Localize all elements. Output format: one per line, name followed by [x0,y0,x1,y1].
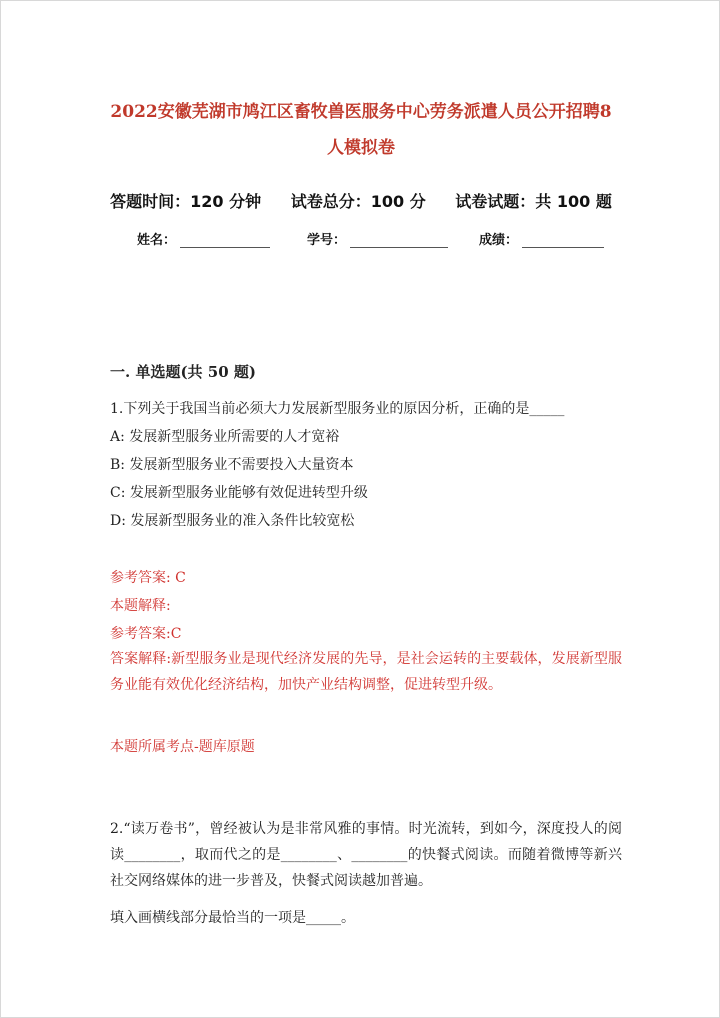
question-2-prompt: 填入画横线部分最恰当的一项是_____。 [110,910,355,926]
score-field[interactable] [479,229,604,248]
student-id-label: 学号： [307,233,347,248]
question-1-answer-repeat: 参考答案:C [110,626,182,642]
question-1-source: 本题所属考点-题库原题 [110,739,255,755]
score-blank[interactable] [522,233,604,248]
question-1-answer: 参考答案: C [110,570,186,586]
question-2-stem: 2.“读万卷书”，曾经被认为是非常风雅的事情。时光流转，到如今，深度投人的阅读________，取而代之的是________、________的快餐式阅读。而随着微博等新兴社交网络媒体的进一步普及，快餐式阅读越加普遍。 [110,821,622,889]
exam-title-line-2: 人模拟卷 [327,138,395,158]
question-1-stem: 1.下列关于我国当前必须大力发展新型服务业的原因分析，正确的是_____ [110,401,565,417]
exam-title-line-1: 2022安徽芜湖市鸠江区畜牧兽医服务中心劳务派遣人员公开招聘8 [110,102,612,122]
name-label: 姓名： [137,233,177,248]
question-1-analysis: 答案解释:新型服务业是现代经济发展的先导，是社会运转的主要载体，发展新型服务业能有效优化经济结构，加快产业结构调整，促进转型升级。 [110,651,622,693]
exam-total-score: 试卷总分：100 分 [290,192,426,211]
question-1-option-b: B: 发展新型服务业不需要投入大量资本 [110,457,354,473]
name-blank[interactable] [180,233,270,248]
student-id-field[interactable] [307,229,448,248]
name-field[interactable] [137,229,270,248]
question-1-option-a: A: 发展新型服务业所需要的人才宽裕 [110,429,340,445]
question-1-option-d: D: 发展新型服务业的准入条件比较宽松 [110,513,355,529]
exam-meta [1,189,720,212]
question-1-explain-label: 本题解释: [110,598,171,614]
exam-time: 答题时间：120 分钟 [110,192,262,211]
question-1-option-c: C: 发展新型服务业能够有效促进转型升级 [110,485,368,501]
exam-question-count: 试卷试题：共 100 题 [455,192,612,211]
section-heading: 一. 单选题(共 50 题) [110,363,256,381]
student-id-blank[interactable] [350,233,448,248]
score-label: 成绩： [479,233,519,248]
